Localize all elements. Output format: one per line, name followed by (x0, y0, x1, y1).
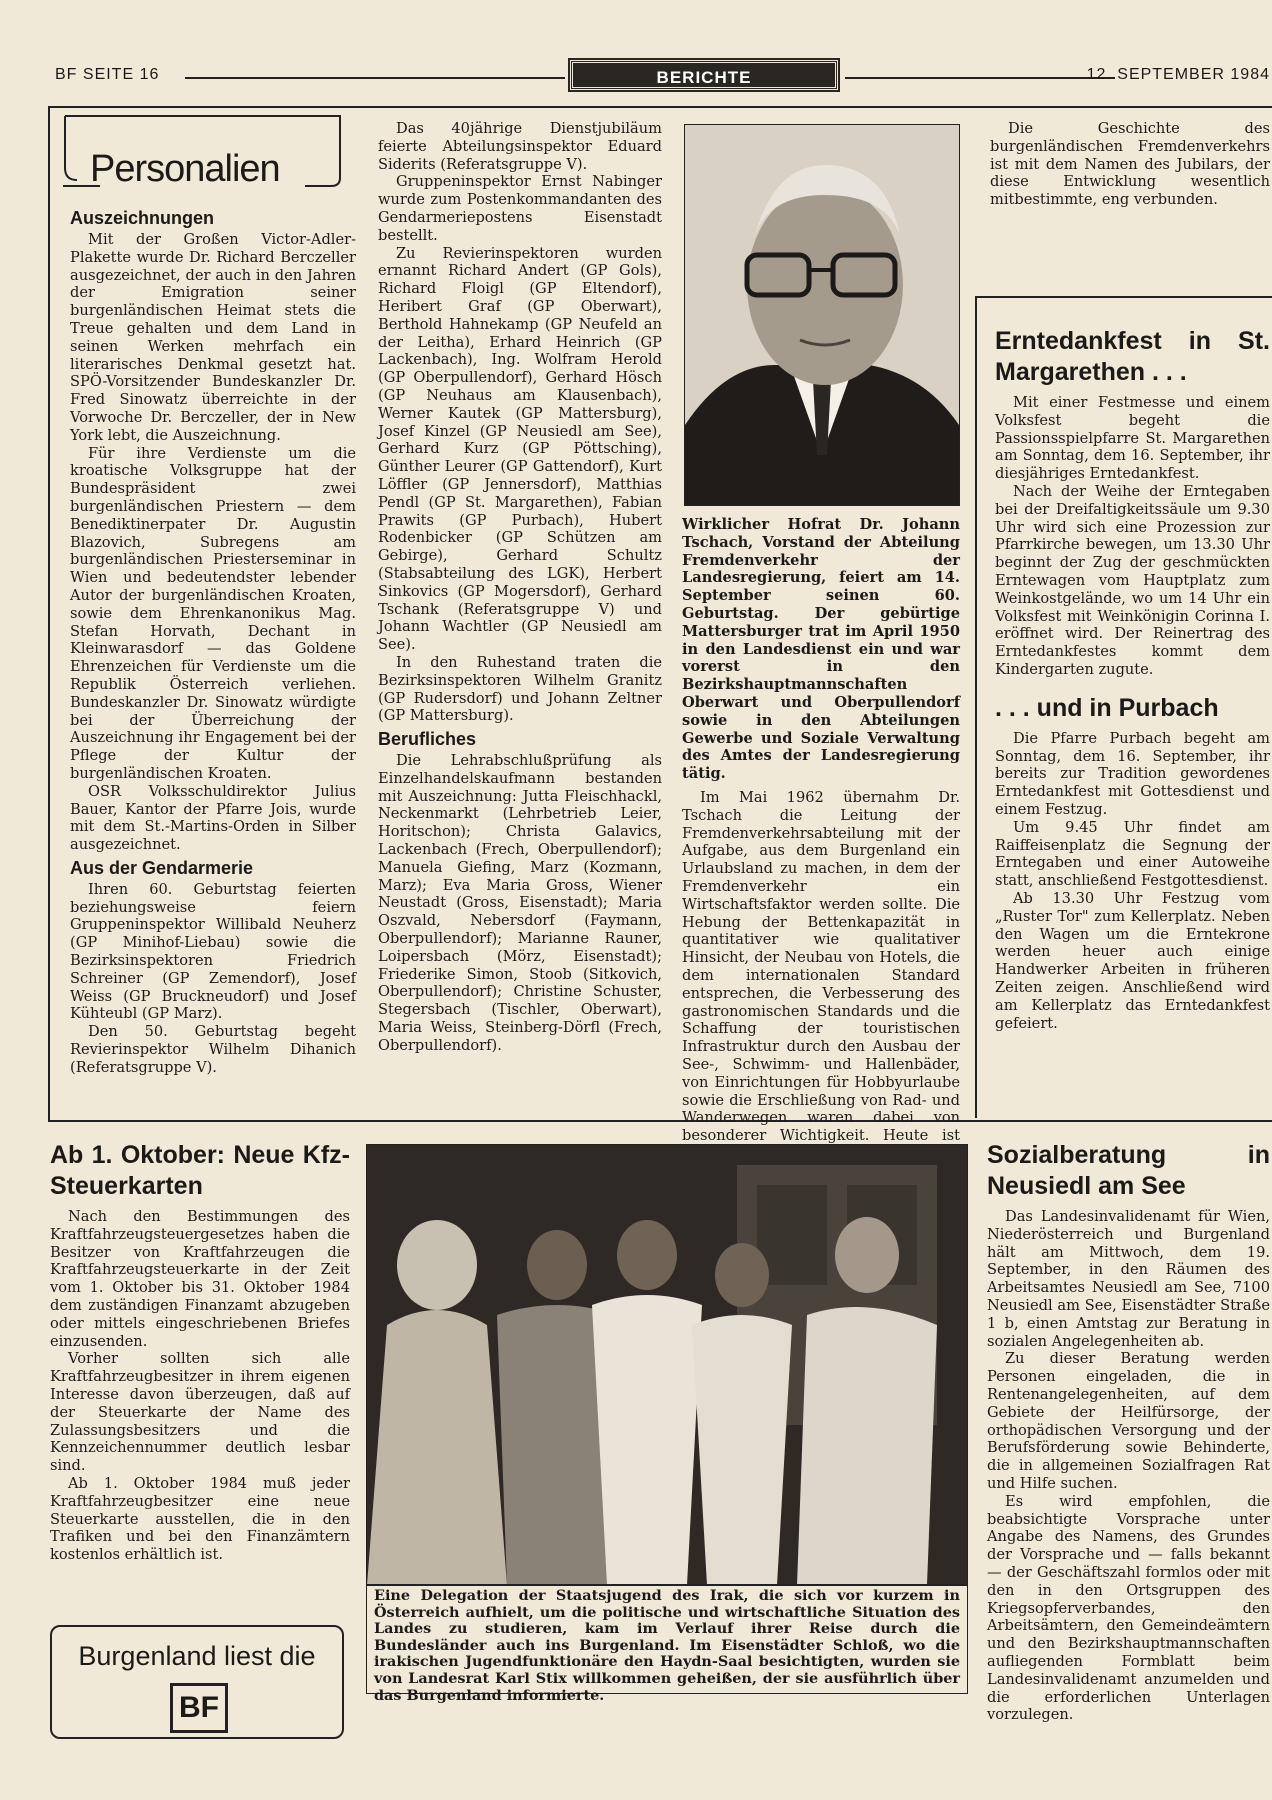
rule (845, 77, 1115, 79)
heading-auszeichnungen: Auszeichnungen (70, 208, 215, 228)
paragraph: Zu dieser Beratung werden Personen eingeladen, die in Rentenangelegenheiten, auf dem Gebiete der Heilfürsorge, der orthopädischen Versorgung und der Berufsförderung sowie Behinderte, die in allgemeinen Sozialfragen Rat und Hilfe suchen. (987, 1350, 1270, 1492)
delegation-photo (366, 1144, 968, 1586)
heading-berufliches: Berufliches (378, 729, 477, 750)
page-number: BF SEITE 16 (55, 66, 160, 83)
paragraph: Den 50. Geburtstag begeht Revierinspektor Wilhelm Dihanich (Referatsgruppe V). (70, 1023, 356, 1076)
paragraph: Um 9.45 Uhr findet am Raiffeisenplatz die Segnung der Erntegaben und einer Autoweihe statt, anschließend Festgottesdienst. (995, 818, 1270, 890)
paragraph: Mit einer Festmesse und einem Volksfest begeht die Passionsspielpfarre St. Margarethen am Sonntag, dem 16. September, ihr diesjähriges Erntedankfest. (995, 394, 1270, 483)
issue-date: 12. SEPTEMBER 1984 (1086, 66, 1270, 83)
bf-ad (50, 1625, 344, 1739)
kfz-title: Ab 1. Oktober: Neue Kfz-Steuerkarten (50, 1141, 350, 1200)
sozial-title: Sozialberatung in Neusiedl am See (987, 1141, 1270, 1200)
paragraph: Das Landesinvalidenamt für Wien, Niederösterreich und Burgenland hält am Mittwoch, dem 19. September, in den Räumen des Arbeitsamtes Neusiedl am See, 7100 Neusiedl am See, Eisenstädter Straße 1 b, einen Amtstag zur Beratung in sozialen Angelegenheiten ab. (987, 1208, 1270, 1350)
purbach-title: . . . und in Purbach (995, 693, 1219, 722)
paragraph: Vorher sollten sich alle Kraftfahrzeugbesitzer in ihrem eigenen Interesse davon überzeugen, daß auf der Steuerkarte der Name des Zulassungsbesitzers und die Kennzeichennummer deutlich lesbar sind. (50, 1350, 350, 1475)
ad-text: Burgenland liest die (78, 1641, 316, 1671)
paragraph: Zu Revierinspektoren wurden ernannt Richard Andert (GP Gols), Richard Floigl (GP Eltendorf), Heribert Graf (GP Oberwart), Berthold Hahnekamp (GP Neufeld an der Leitha), Erhard Heinrich (GP Lackenbach), Ing. Wolfram Herold (GP Oberpullendorf), Gerhard Hösch (GP Neuhaus am Klausenbach), Werner Kautek (GP Mattersburg), Josef Kinzel (GP Neusiedl am See), Gerhard Kurz (GP Pöttsching), Günther Leurer (GP Gattendorf), Kurt Löffler (GP Jennersdorf), Matthias Pendl (GP St. Margarethen), Fabian Prawits (GP Purbach), Hubert Rodenbicker (GP Schützen am Gebirge), Gerhard Schultz (Stabsabteilung des LGK), Herbert Sinkovics (GP Mogersdorf), Gerhard Tschank (Referatsgruppe V) und Johann Wachtler (GP Neusiedl am See). (378, 244, 662, 654)
paragraph: Im Mai 1962 übernahm Dr. Tschach die Leitung der Fremdenverkehrsabteilung mit der Aufgabe, aus dem Burgenland ein Urlaubsland zu machen, in dem der Fremdenverkehr ein Wirtschaftsfaktor werden sollte. Die Hebung der Bettenkapazität in quantitativer wie qualitativer Hinsicht, der Neubau von Hotels, die dem internationalen Standard entsprechen, die Verbesserung des gastronomischen Standards und die Schaffung der touristischen Infrastruktur durch den Ausbau der See-, Schwimm- und Hallenbäder, von Einrichtungen für Hobbyurlaube sowie die Erschließung von Rad- und Wanderwegen waren dabei von besonderer Wichtigkeit. Heute ist (682, 788, 960, 1145)
heading-gendarmerie: Aus der Gendarmerie (70, 857, 254, 878)
delegation-caption: Eine Delegation der Staatsjugend des Irak, die sich vor kurzem in Österreich aufhielt, um die politische und wirtschaftliche Situation des Landes zu studieren, kam im Verlauf ihrer Reise durch die Bundesländer auch ins Burgenland. Im Eisenstädter Schloß, wo die irakischen Jugendfunktionäre den Haydn-Saal besichtigten, wurden sie von Landesrat Karl Stix willkommen geheißen, der sie ausführlich über das Burgenland informierte. (374, 1587, 960, 1704)
delegation-caption-col (374, 1587, 960, 1704)
paragraph: In den Ruhestand traten die Bezirksinspektoren Wilhelm Granitz (GP Rudersdorf) und Johann Zeltner (GP Mattersburg). (378, 653, 662, 725)
tschach-continued (990, 120, 1270, 270)
paragraph: Nach der Weihe der Erntegaben bei der Dreifaltigkeitssäule um 9.30 Uhr wird sich eine Prozession zur Pfarrkirche bewegen, um 13.30 Uhr beginnt der Zug der geschmückten Erntewagen vom Hauptplatz zum Weinkostgelände, wo um 14 Uhr ein Volksfest mit Weinkönigin Corinna I. eröffnet wird. Der Reinertrag des Erntedankfestes kommt dem Kindergarten zugute. (995, 482, 1270, 678)
paragraph: Das 40jährige Dienstjubiläum feierte Abteilungsinspektor Eduard Siderits (Referatsgruppe V). (378, 120, 662, 173)
paragraph: Die Lehrabschlußprüfung als Einzelhandelskaufmann bestanden mit Auszeichnung: Jutta Fleischhackl, Neckenmarkt (Lehrbetrieb Leier, Horitschon); Christa Galavics, Lackenbach (Frech, Oberpullendorf); Manuela Giefing, Marz (Kozmann, Marz); Eva Maria Gross, Wiener Neustadt (Gross, Eisenstadt); Maria Oszvald, Nebersdorf (Faymann, Oberpullendorf); Marianne Rauner, Loipersbach (Mörz, Eisenstadt); Friederike Simon, Stoob (Sitkovich, Oberpullendorf); Christine Schuster, Stegersbach (Tischler, Oberwart), Maria Weiss, Steinberg-Dörfl (Frech, Oberpullendorf). (378, 752, 662, 1054)
paragraph: Für ihre Verdienste um die kroatische Volksgruppe hat der Bundespräsident zwei burgenländischen Priestern — dem Benediktinerpater Dr. Augustin Blazovich, Subregens am burgenländischen Priesterseminar in Wien und bedeutendster lebender Autor der burgenländischen Kroaten, sowie dem Ehrenkanonikus Mag. Stefan Horvath, Dechant in Kleinwarasdorf — das Goldene Ehrenzeichen für Verdienste um die Republik Österreich verliehen. Bundeskanzler Dr. Sinowatz würdigte bei der Überreichung der Auszeichnung ihr Engagement bei der Pflege der Kultur der burgenländischen Kroaten. (70, 444, 356, 782)
section-label: BERICHTE (570, 60, 838, 90)
paragraph: Die Pfarre Purbach begeht am Sonntag, dem 16. September, ihr bereits zur Tradition gewordenes Erntedankfest mit Gottesdienst und einem Festzug. (995, 729, 1270, 818)
personalien-col-1 (70, 204, 356, 1109)
rule (185, 77, 565, 79)
erntedank-col (995, 326, 1270, 1106)
portrait-caption: Wirklicher Hofrat Dr. Johann Tschach, Vorstand der Abteilung Fremdenverkehr der Landesregierung, feiert am 14. September seinen 60. Geburtstag. Der gebürtige Mattersburger trat im April 1950 in den Landesdienst ein und war vorerst in den Bezirkshauptmannschaften Oberwart und Oberpullendorf sowie in den Abteilungen Gewerbe und Soziale Verwaltung des Amtes der Landesregierung tätig. (682, 516, 960, 783)
paragraph: Es wird empfohlen, die beabsichtigte Vorsprache unter Angabe des Namens, des Grundes der Vorsprache und — falls bekannt — der Geschäftszahl formlos oder mit den in den Ortsgruppen des Kriegsopferverbandes, den Arbeitsämtern, den Gemeindeämtern und den Bezirkshauptmannschaften aufliegenden Formblatt beim Landesinvalidenamt anzumelden und die erforderlichen Unterlagen vorzulegen. (987, 1492, 1270, 1724)
paragraph: Mit der Großen Victor-Adler-Plakette wurde Dr. Richard Berczeller ausgezeichnet, der auch in den Jahren der Emigration seiner burgenländischen Heimat stets die Treue gehalten und dem Land in seinen Werken mehrfach ein literarisches Denkmal gesetzt hat. SPÖ-Vorsitzender Bundeskanzler Dr. Fred Sinowatz überreichte in der Vorwoche Dr. Berczeller, der in New York lebt, die Auszeichnung. (70, 231, 356, 444)
portrait-photo (684, 124, 960, 506)
paragraph: Ab 1. Oktober 1984 muß jeder Kraftfahrzeugbesitzer eine neue Steuerkarte ausstellen, die in den Trafiken und bei den Finanzämtern kostenlos erhältlich ist. (50, 1474, 350, 1564)
tschach-col (682, 512, 960, 1145)
paragraph: Die Geschichte des burgenländischen Fremdenverkehrs ist mit dem Namen des Jubilars, der diese Entwicklung wesentlich mitbestimmte, eng verbunden. (990, 120, 1270, 209)
personalien-heading (55, 108, 350, 192)
paragraph: Nach den Bestimmungen des Kraftfahrzeugsteuergesetzes haben die Besitzer von Kraftfahrzeugen die Kraftfahrzeugsteuerkarte in der Zeit vom 1. Oktober bis 31. Oktober 1984 dem zuständigen Finanzamt abzugeben oder mittels eingeschriebenen Briefes einzusenden. (50, 1208, 350, 1350)
page-header (55, 60, 1270, 94)
paragraph: Gruppeninspektor Ernst Nabinger wurde zum Postenkommandanten des Gendarmeriepostens Eisenstadt bestellt. (378, 173, 662, 244)
paragraph: OSR Volksschuldirektor Julius Bauer, Kantor der Pfarre Jois, wurde mit dem St.-Martins-Orden in Silber ausgezeichnet. (70, 782, 356, 854)
paragraph: Ihren 60. Geburtstag feierten beziehungsweise feiern Gruppeninspektor Willibald Neuherz (GP Minihof-Liebau) sowie die Bezirksinspektoren Friedrich Schreiner (GP Zemendorf), Josef Weiss (GP Bruckneudorf) und Josef Kühteubl (GP Marz). (70, 880, 356, 1023)
sozial-article (987, 1140, 1270, 1780)
erntedank-title: Erntedankfest in St. Margarethen . . . (995, 327, 1270, 386)
kfz-article (50, 1140, 350, 1600)
personalien-col-2 (378, 120, 662, 1110)
personalien-title: Personalien (90, 148, 280, 190)
paragraph: Ab 13.30 Uhr Festzug vom „Ruster Tor" zum Kellerplatz. Neben den Wagen um die Erntekrone werden heuer auch einige Handwerker Arbeiten in früheren Zeiten zeigen. Anschließend wird am Kellerplatz das Erntedankfest gefeiert. (995, 889, 1270, 1032)
bf-logo: BF (170, 1683, 228, 1733)
